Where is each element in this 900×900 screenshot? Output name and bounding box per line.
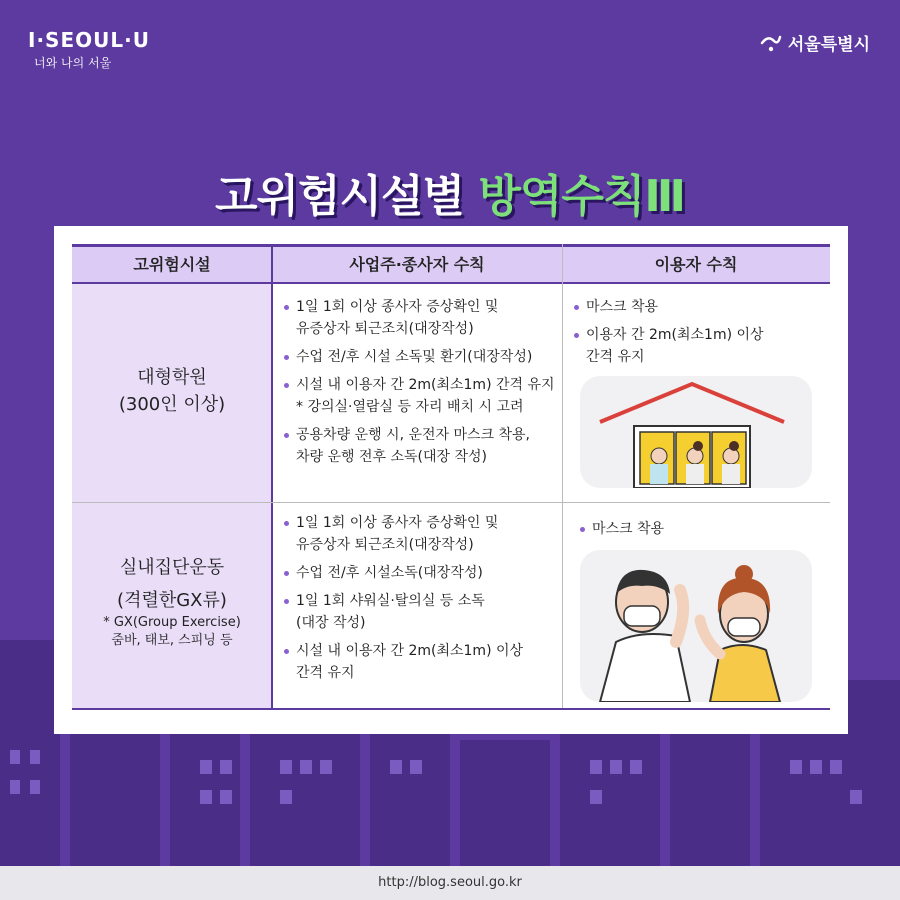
- facility-name: 실내집단운동: [119, 557, 225, 578]
- list-item: 1일 1회 이상 종사자 증상확인 및 유증상자 퇴근조치(대장작성): [284, 512, 558, 556]
- header-facility: 고위험시설: [133, 255, 211, 274]
- facility-cell-group-exercise: [72, 554, 272, 650]
- list-item: 이용자 간 2m(최소1m) 이상 간격 유지: [574, 324, 824, 368]
- list-item: 마스크 착용: [574, 296, 824, 318]
- list-item: 공용차량 운행 시, 운전자 마스크 착용, 차량 운행 전후 소독(대장 작성): [284, 424, 558, 468]
- column-divider: [562, 244, 563, 710]
- list-item: 수업 전/후 시설 소독및 환기(대장작성): [284, 346, 558, 368]
- user-rules-academy: [574, 296, 824, 374]
- header-user-rules: 이용자 수칙: [654, 255, 738, 274]
- user-rules-group-exercise: [580, 518, 824, 546]
- city-name: 서울특별시: [787, 35, 870, 55]
- table-header: [72, 244, 830, 284]
- title-part1: 고위험시설별: [215, 171, 465, 222]
- table-bottom-border: [72, 708, 830, 710]
- classroom-house-icon: [580, 376, 812, 488]
- facility-sub: (300인 이상): [118, 394, 226, 415]
- academy-illustration: [580, 376, 812, 488]
- facility-sub: (격렬한GX류): [117, 590, 227, 611]
- seoul-city-logo: [760, 30, 870, 55]
- rules-table: [72, 244, 830, 710]
- masked-people-icon: [580, 550, 812, 702]
- header-owner-rules: 사업주·종사자 수칙: [349, 255, 485, 274]
- rules-card: [54, 226, 848, 734]
- owner-rules-academy: [284, 296, 558, 474]
- list-item: 1일 1회 이상 종사자 증상확인 및 유증상자 퇴근조치(대장작성): [284, 296, 558, 340]
- title-part2: 방역수칙Ⅲ: [478, 171, 685, 222]
- iseoulu-logo: [28, 28, 150, 71]
- row-divider: [72, 502, 830, 503]
- facility-cell-academy: [72, 364, 272, 418]
- list-item: 1일 1회 샤워실·탈의실 등 소독 (대장 작성): [284, 590, 558, 634]
- facility-note: 줌바, 태보, 스피닝 등: [111, 633, 233, 648]
- list-item: 마스크 착용: [580, 518, 824, 540]
- facility-note: * GX(Group Exercise): [103, 615, 241, 630]
- logo-main-text: I·SEOUL·U: [28, 28, 150, 52]
- list-item: 수업 전/후 시설소독(대장작성): [284, 562, 558, 584]
- list-item: 시설 내 이용자 간 2m(최소1m) 간격 유지 * 강의실·열람실 등 자리 배치 시 고려: [284, 374, 558, 418]
- owner-rules-group-exercise: [284, 512, 558, 690]
- page-title: [0, 160, 900, 224]
- list-item: 시설 내 이용자 간 2m(최소1m) 이상 간격 유지: [284, 640, 558, 684]
- facility-name: 대형학원: [137, 367, 207, 388]
- footer-url: http://blog.seoul.go.kr: [0, 866, 900, 900]
- exercise-illustration: [580, 550, 812, 702]
- seoul-symbol-icon: [760, 33, 782, 53]
- logo-sub-text: 너와 나의 서울: [34, 56, 112, 70]
